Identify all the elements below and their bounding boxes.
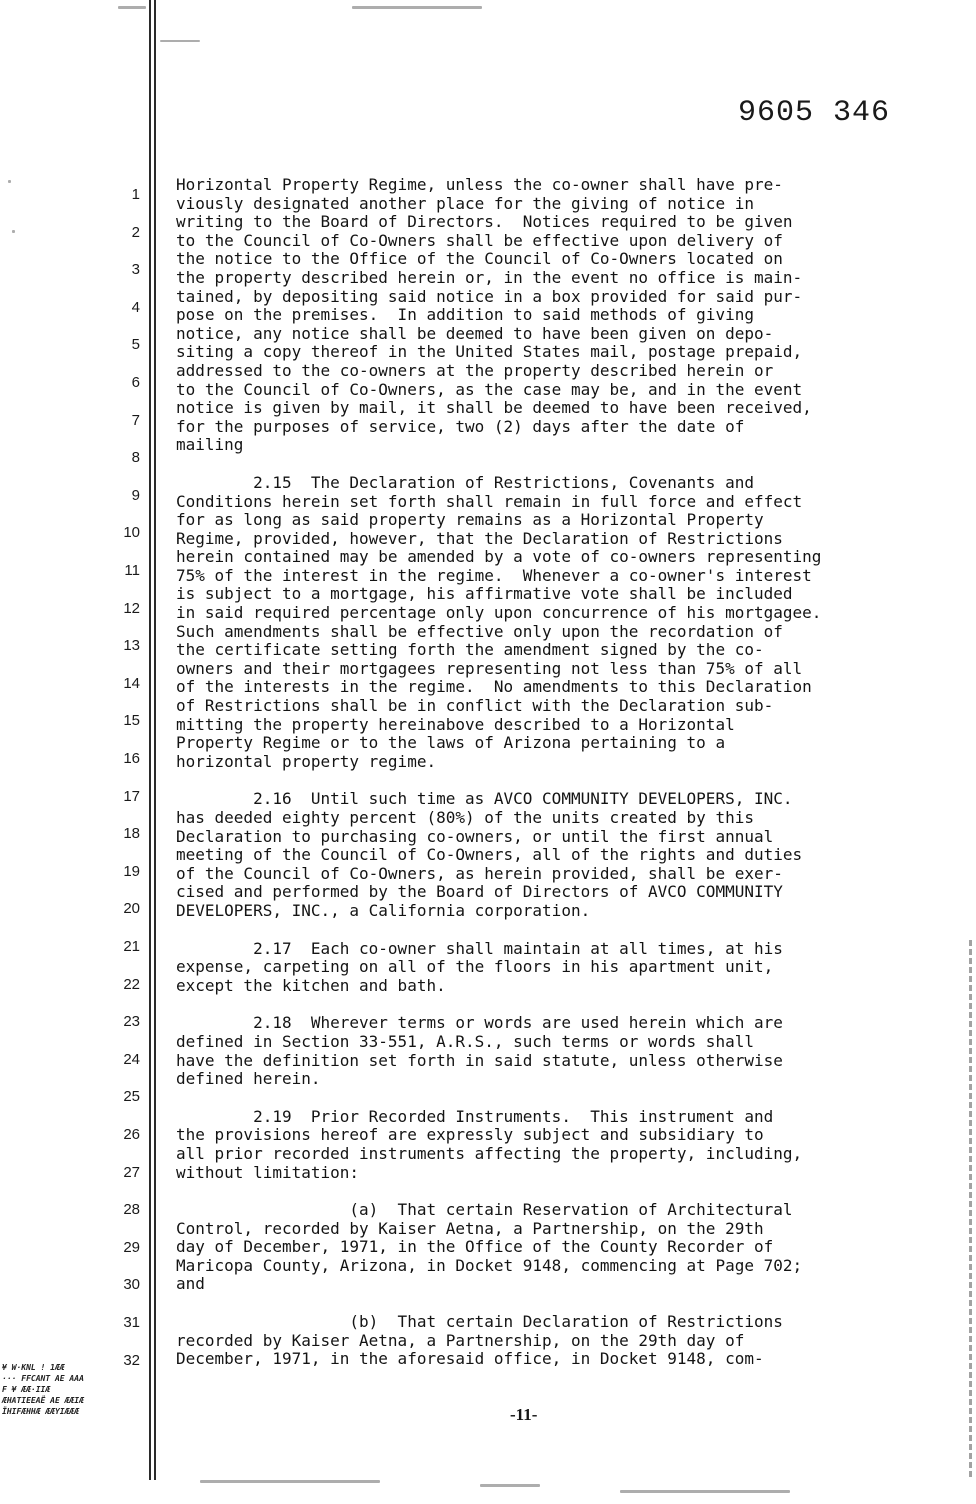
line-number: 27 — [123, 1163, 140, 1181]
text-line: 2.17 Each co-owner shall maintain at all times, at his — [176, 938, 783, 958]
line-number: 23 — [123, 1013, 140, 1031]
line-number: 6 — [131, 374, 140, 391]
text-line: Conditions herein set forth shall remain in full force and effect — [176, 491, 803, 511]
text-line: defined herein. — [176, 1069, 321, 1089]
line-number: 18 — [123, 825, 140, 843]
text-line: meeting of the Council of Co-Owners, all of the rights and duties — [176, 845, 803, 865]
text-line: for as long as said property remains as a Horizontal Property — [176, 510, 764, 530]
scan-speck — [8, 180, 11, 183]
scan-speck — [620, 1490, 790, 1493]
paragraph — [176, 940, 936, 996]
text-line: 2.19 Prior Recorded Instruments. This instrument and — [176, 1106, 774, 1126]
text-line: herein contained may be amended by a vote of co-owners representing — [176, 547, 822, 567]
text-line: Regime, provided, however, that the Declaration of Restrictions — [176, 528, 783, 548]
scan-speck — [200, 1480, 380, 1483]
page-number: -11- — [510, 1405, 538, 1424]
text-line: in said required percentage only upon concurrence of his mortgagee. — [176, 603, 822, 623]
text-line: Control, recorded by Kaiser Aetna, a Partnership, on the 29th — [176, 1218, 764, 1238]
text-line: Maricopa County, Arizona, in Docket 9148, commencing at Page 702; — [176, 1255, 803, 1275]
paragraph — [176, 1014, 936, 1088]
paragraph-gap — [176, 1089, 936, 1108]
recorder-stamp-image: ¥ W·KNL ! 1ÆÆ ··· FFCANT AE AAA F ¥ ÆÆ·IIÆ ÆHATIEEAË AE ÆÆIÆ ÏHIFÆHHÆ ÆÆYIÆÆÆ — [2, 1363, 84, 1416]
text-line: horizontal property regime. — [176, 751, 437, 771]
text-line: recorded by Kaiser Aetna, a Partnership, on the 29th day of — [176, 1330, 745, 1350]
line-number: 25 — [123, 1088, 140, 1106]
text-line: addressed to the co-owners at the property described herein or — [176, 360, 774, 380]
text-line: mitting the property hereinabove described to a Horizontal — [176, 714, 735, 734]
line-number: 8 — [131, 449, 140, 467]
line-number: 19 — [123, 862, 140, 880]
line-number: 2 — [131, 223, 140, 241]
line-number: 29 — [123, 1238, 140, 1256]
line-number: 22 — [123, 975, 140, 993]
line-number: 10 — [123, 524, 140, 542]
text-line: for the purposes of service, two (2) days after the date of — [176, 416, 745, 436]
line-number: 15 — [123, 712, 140, 730]
text-line: to the Council of Co-Owners, as the case may be, and in the event — [176, 379, 803, 399]
text-line: 2.18 Wherever terms or words are used herein which are — [176, 1013, 783, 1033]
text-line: (b) That certain Declaration of Restrictions — [176, 1312, 783, 1332]
text-line: Declaration to purchasing co-owners, or until the first annual — [176, 826, 774, 846]
text-line: Such amendments shall be effective only upon the recordation of — [176, 621, 783, 641]
text-line: of the Council of Co-Owners, as herein provided, shall be exer- — [176, 863, 783, 883]
text-line: expense, carpeting on all of the floors in his apartment unit, — [176, 957, 774, 977]
scan-speck — [118, 6, 146, 9]
text-line: all prior recorded instruments affecting the property, including, — [176, 1143, 803, 1163]
text-line: except the kitchen and bath. — [176, 975, 446, 995]
line-number: 30 — [123, 1276, 140, 1294]
line-number: 21 — [123, 938, 140, 955]
text-line: 75% of the interest in the regime. Whenever a co-owner's interest — [176, 565, 812, 585]
line-number: 26 — [123, 1126, 140, 1143]
line-number: 5 — [131, 336, 140, 354]
text-line: notice, any notice shall be deemed to have been given on depo- — [176, 323, 774, 343]
line-number: 14 — [123, 674, 140, 692]
text-line: have the definition set forth in said statute, unless otherwise — [176, 1050, 783, 1070]
text-line: siting a copy thereof in the United States mail, postage prepaid, — [176, 342, 803, 362]
paragraph-gap — [176, 921, 936, 940]
text-line: writing to the Board of Directors. Notices required to be given — [176, 212, 793, 232]
text-line: of Restrictions shall be in conflict with the Declaration sub- — [176, 696, 774, 716]
line-number: 13 — [123, 637, 140, 655]
scan-speck — [480, 1484, 540, 1487]
paragraph-gap — [176, 1182, 936, 1201]
text-line: the notice to the Office of the Council of Co-Owners located on — [176, 249, 783, 269]
line-number: 7 — [131, 411, 140, 429]
text-line: is subject to a mortgage, his affirmative vote shall be included — [176, 584, 793, 604]
scan-speck — [160, 40, 200, 42]
paragraph — [176, 1201, 936, 1294]
text-line: DEVELOPERS, INC., a California corporation. — [176, 900, 591, 920]
document-body — [176, 176, 936, 1369]
text-line: owners and their mortgagees representing not less than 75% of all — [176, 658, 803, 678]
left-margin-rule — [149, 0, 151, 1480]
right-edge-rule — [969, 940, 972, 1480]
text-line: without limitation: — [176, 1162, 360, 1182]
text-line: 2.16 Until such time as AVCO COMMUNITY DEVELOPERS, INC. — [176, 789, 793, 809]
text-line: the property described herein or, in the event no office is main- — [176, 267, 803, 287]
text-line: Property Regime or to the laws of Arizona pertaining to a — [176, 733, 726, 753]
scan-speck — [352, 6, 482, 9]
text-line: tained, by depositing said notice in a box provided for said pur- — [176, 286, 803, 306]
recording-stamp: 9605 346 — [738, 96, 891, 130]
text-line: 2.15 The Declaration of Restrictions, Covenants and — [176, 472, 754, 492]
line-number: 32 — [123, 1351, 140, 1369]
line-number: 20 — [123, 900, 140, 918]
line-number: 17 — [123, 787, 140, 805]
text-line: notice is given by mail, it shall be deemed to have been received, — [176, 398, 812, 418]
text-line: the provisions hereof are expressly subject and subsidiary to — [176, 1125, 764, 1145]
line-number: 4 — [131, 298, 140, 316]
scan-speck — [12, 230, 15, 233]
text-line: day of December, 1971, in the Office of the County Recorder of — [176, 1237, 774, 1257]
line-number: 31 — [123, 1314, 140, 1331]
paragraph — [176, 1313, 936, 1369]
text-line: cised and performed by the Board of Directors of AVCO COMMUNITY — [176, 882, 783, 902]
paragraph-gap — [176, 995, 936, 1014]
line-number: 3 — [131, 261, 140, 279]
paragraph — [176, 1108, 936, 1182]
text-line: Horizontal Property Regime, unless the co-owner shall have pre- — [176, 175, 783, 194]
left-margin-rule-inner — [154, 0, 156, 1480]
line-number: 9 — [131, 486, 140, 504]
text-line: of the interests in the regime. No amendments to this Declaration — [176, 677, 812, 697]
line-number: 16 — [123, 750, 140, 767]
text-line: and — [176, 1274, 205, 1294]
text-line: the certificate setting forth the amendment signed by the co- — [176, 640, 764, 660]
text-line: viously designated another place for the giving of notice in — [176, 193, 754, 213]
paragraph — [176, 176, 936, 455]
paragraph — [176, 790, 936, 920]
paragraph — [176, 474, 936, 772]
paragraph-gap — [176, 1294, 936, 1313]
text-line: has deeded eighty percent (80%) of the units created by this — [176, 808, 754, 827]
line-number: 11 — [124, 562, 140, 579]
line-number: 24 — [123, 1050, 140, 1068]
text-line: (a) That certain Reservation of Architectural — [176, 1200, 793, 1220]
paragraph-gap — [176, 455, 936, 474]
line-number: 28 — [123, 1201, 140, 1219]
paragraph-gap — [176, 771, 936, 790]
text-line: pose on the premises. In addition to said methods of giving — [176, 305, 754, 325]
text-line: defined in Section 33-551, A.R.S., such terms or words shall — [176, 1031, 754, 1051]
text-line: mailing — [176, 435, 244, 455]
text-line: December, 1971, in the aforesaid office, in Docket 9148, com- — [176, 1349, 764, 1369]
line-number: 12 — [123, 599, 140, 617]
line-number: 1 — [131, 186, 140, 203]
text-line: to the Council of Co-Owners shall be effective upon delivery of — [176, 230, 783, 250]
